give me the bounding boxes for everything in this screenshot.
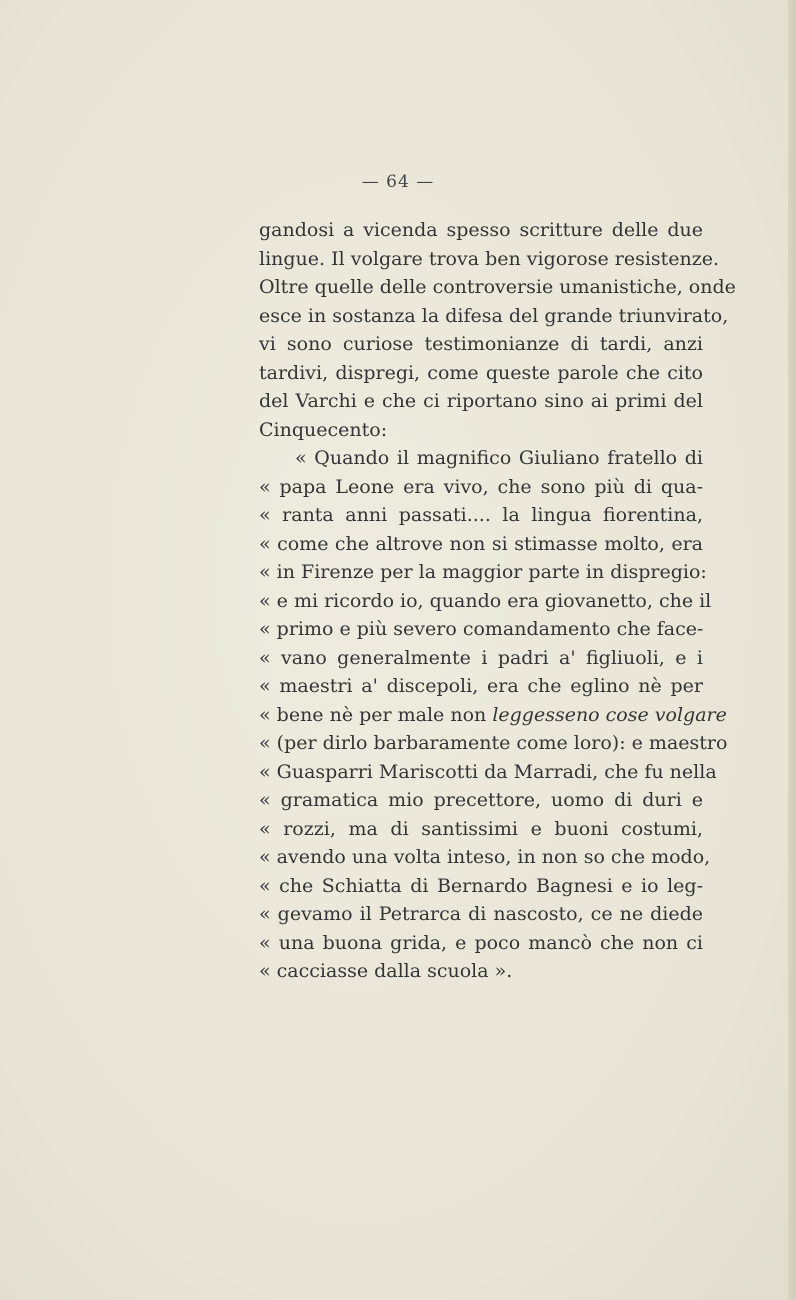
text-line: Cinquecento:: [259, 418, 388, 441]
quote-line: « una buona grida, e poco mancò che non ci: [259, 931, 703, 954]
text-line: esce in sostanza la difesa del grande triunvirato,: [259, 304, 729, 327]
text-line: gandosi a vicenda spesso scritture delle due: [259, 219, 703, 241]
quote-line: « che Schiatta di Bernardo Bagnesi e io leg-: [259, 874, 703, 897]
quote-line: « (per dirlo barbaramente come loro): e maestro: [259, 732, 728, 754]
quote-line: « come che altrove non si stimasse molto, era: [259, 532, 703, 555]
page-edge: [788, 0, 796, 1300]
page-number: — 64 —: [361, 172, 435, 192]
quote-line: « gramatica mio precettore, uomo di duri e: [259, 789, 703, 811]
text-line: lingue. Il volgare trova ben vigorose resistenze.: [259, 247, 720, 270]
quote-line: « cacciasse dalla scuola ».: [259, 960, 513, 982]
text-line: Oltre quelle delle controversie umanistiche, onde: [259, 276, 736, 298]
quote-line: « e mi ricordo io, quando era giovanetto, che il: [259, 589, 712, 612]
italic-phrase: leggesseno cose volgare: [492, 703, 727, 726]
quote-line: « in Firenze per la maggior parte in dispregio:: [259, 561, 707, 583]
text-line: del Varchi e che ci riportano sino ai primi del: [259, 390, 703, 412]
text-line: tardivi, dispregi, come queste parole che cito: [259, 361, 703, 384]
quote-line: « rozzi, ma di santissimi e buoni costumi,: [259, 817, 703, 840]
text-line: vi sono curiose testimonianze di tardi, anzi: [259, 333, 703, 355]
quote-line: « maestri a' discepoli, era che eglino nè per: [259, 675, 703, 697]
quote-line: « gevamo il Petrarca di nascosto, ce ne diede: [259, 903, 703, 925]
quote-text: « bene nè per male non: [259, 703, 493, 726]
quote-line: « papa Leone era vivo, che sono più di qua-: [259, 475, 703, 498]
body-text: [259, 216, 736, 986]
quote-line: « avendo una volta inteso, in non so che modo,: [259, 846, 711, 868]
quote-line-italic: [259, 701, 727, 730]
quote-line: « primo e più severo comandamento che face-: [259, 618, 704, 640]
quote-line: « ranta anni passati.... la lingua fiorentina,: [259, 504, 703, 526]
quote-line: « vano generalmente i padri a' figliuoli, e i: [259, 646, 703, 669]
quote-line: « Guasparri Mariscotti da Marradi, che fu nella: [259, 760, 717, 783]
quote-line: « Quando il magnifico Giuliano fratello di: [295, 447, 703, 469]
